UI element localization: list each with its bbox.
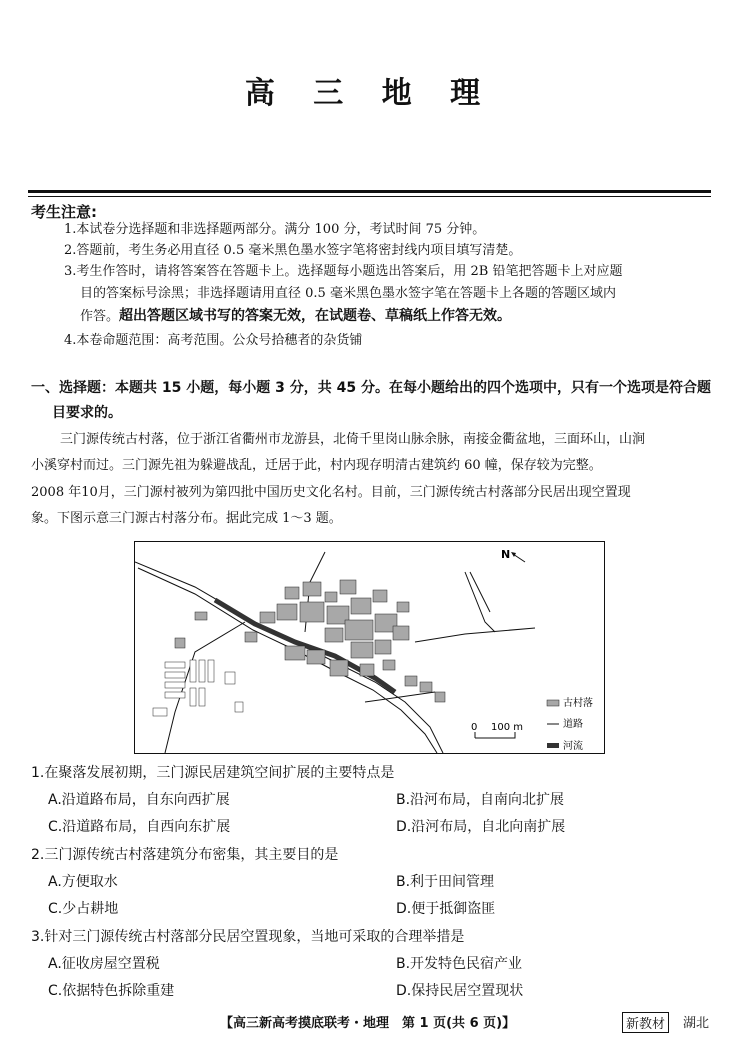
scale-label: 100 m [491, 722, 524, 733]
question-1-option-b[interactable]: B.沿河布局，自南向北扩展 [396, 792, 565, 808]
legend-road: 道路 [563, 719, 583, 730]
map-legend [547, 696, 593, 752]
notice-item-3-bold-warning: 超出答题区域书写的答案无效，在试题卷、草稿纸上作答无效。 [119, 308, 512, 324]
new-textbook-tag: 新教材 [622, 1012, 669, 1033]
question-2-stem: 2.三门源传统古村落建筑分布密集，其主要目的是 [31, 847, 339, 863]
question-2-option-a[interactable]: A.方便取水 [48, 874, 118, 890]
section-heading-line-2: 目要求的。 [52, 405, 122, 421]
notice-item-3-prefix: 作答。 [80, 309, 120, 324]
notice-item-2: 2.答题前，考生务必用直径 0.5 毫米黑色墨水签字笔将密封线内项目填写清楚。 [64, 243, 522, 258]
question-3-option-c[interactable]: C.依据特色拆除重建 [48, 983, 175, 999]
scale-zero: 0 [471, 722, 478, 733]
question-1-stem: 1.在聚落发展初期，三门源民居建筑空间扩展的主要特点是 [31, 765, 395, 781]
passage-line-2: 小溪穿村而过。三门源先祖为躲避战乱，迁居于此，村内现存明清古建筑约 60 幢，保存较为完整。 [31, 458, 602, 473]
notice-heading: 考生注意: [31, 203, 97, 221]
question-3-option-d[interactable]: D.保持民居空置现状 [396, 983, 524, 999]
header-rule-thin [28, 196, 711, 197]
passage-line-4: 象。下图示意三门源古村落分布。据此完成 1～3 题。 [31, 511, 342, 526]
east-road [415, 628, 535, 642]
section-heading-line-1: 一、选择题：本题共 15 小题，每小题 3 分，共 45 分。在每小题给出的四个选项中，只有一个选项是符合题 [31, 380, 711, 396]
question-3-option-b[interactable]: B.开发特色民宿产业 [396, 956, 523, 972]
north-arrow [501, 548, 525, 562]
question-3-option-a[interactable]: A.征收房屋空置税 [48, 956, 160, 972]
notice-item-3-line-2: 目的答案标号涂黑；非选择题请用直径 0.5 毫米黑色墨水签字笔在答题卡上各题的答题区域内 [80, 286, 616, 301]
notice-item-1: 1.本试卷分选择题和非选择题两部分。满分 100 分，考试时间 75 分钟。 [64, 222, 486, 237]
question-1-option-c[interactable]: C.沿道路布局，自西向东扩展 [48, 819, 231, 835]
header-rule-thick [28, 190, 711, 193]
question-2-option-d[interactable]: D.便于抵御盗匪 [396, 901, 496, 917]
passage-line-3: 2008 年10月，三门源村被列为第四批中国历史文化名村。目前，三门源传统古村落部分民居出现空置现 [31, 485, 631, 500]
village-distribution-map [134, 541, 605, 754]
legend-swatch-village [547, 700, 559, 706]
question-2-option-b[interactable]: B.利于田间管理 [396, 874, 495, 890]
map-graphic [135, 542, 604, 753]
northeast-road [465, 572, 495, 632]
village-buildings [175, 580, 445, 702]
question-2-option-c[interactable]: C.少占耕地 [48, 901, 119, 917]
scale-bar [471, 722, 523, 738]
notice-item-4: 4.本卷命题范围：高考范围。公众号拾穗者的杂货铺 [64, 333, 363, 348]
legend-swatch-river [547, 743, 559, 748]
region-label: 湖北 [683, 1016, 710, 1031]
legend-river: 河流 [563, 741, 583, 752]
notice-item-3-line-1: 3.考生作答时，请将答案答在答题卡上。选择题每小题选出答案后，用 2B 铅笔把答题卡上对应题 [64, 264, 623, 279]
legend-village: 古村落 [563, 698, 593, 709]
question-3-stem: 3.针对三门源传统古村落部分民居空置现象，当地可采取的合理举措是 [31, 929, 465, 945]
question-1-option-d[interactable]: D.沿河布局，自北向南扩展 [396, 819, 566, 835]
passage-line-1: 三门源传统古村落，位于浙江省衢州市龙游县，北倚千里岗山脉余脉，南接金衢盆地，三面环山，山涧 [60, 432, 646, 447]
page-title: 高 三 地 理 [244, 76, 495, 111]
south-road [365, 692, 435, 702]
question-1-option-a[interactable]: A.沿道路布局，自东向西扩展 [48, 792, 230, 808]
north-label: N [501, 548, 511, 561]
outlying-buildings [153, 660, 243, 716]
page-footer: 【高三新高考摸底联考・地理 第 1 页(共 6 页)】 [220, 1016, 516, 1031]
notice-item-3-line-3 [80, 306, 511, 327]
